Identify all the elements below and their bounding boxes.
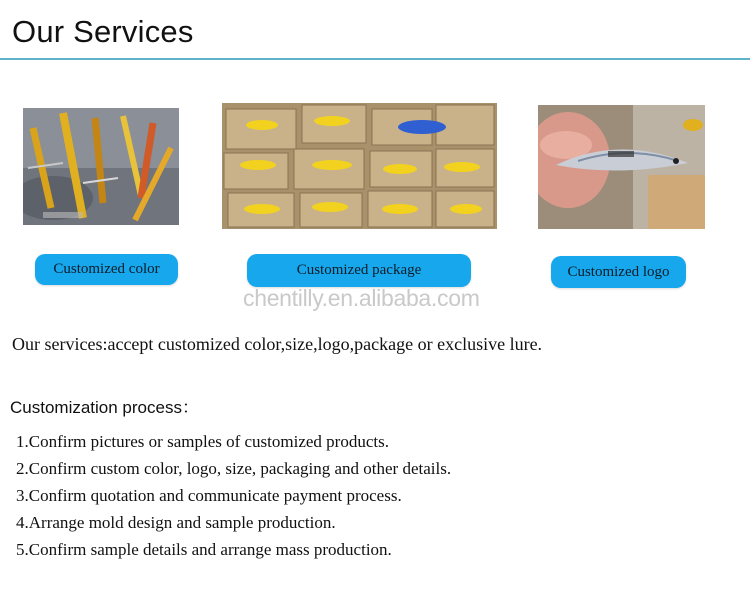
process-steps xyxy=(16,431,451,566)
page-title: Our Services xyxy=(12,14,194,49)
services-description: Our services:accept customized color,size,logo,package or exclusive lure. xyxy=(12,334,543,354)
lures-package-photo xyxy=(222,103,497,229)
process-heading: Customization process： xyxy=(10,398,199,417)
process-step: 4.Arrange mold design and sample production. xyxy=(16,513,336,532)
process-step: 3.Confirm quotation and communicate payment process. xyxy=(16,486,402,505)
customized-package-button[interactable]: Customized package xyxy=(247,254,471,287)
watermark: chentilly.en.alibaba.com xyxy=(243,285,480,311)
header-divider xyxy=(0,58,750,60)
lure-logo-photo xyxy=(538,105,705,229)
process-step: 1.Confirm pictures or samples of customized products. xyxy=(16,432,389,451)
lures-color-photo xyxy=(23,108,179,225)
process-step: 5.Confirm sample details and arrange mass production. xyxy=(16,540,392,559)
customized-color-button[interactable]: Customized color xyxy=(35,254,178,285)
process-step: 2.Confirm custom color, logo, size, packaging and other details. xyxy=(16,459,452,478)
customized-logo-button[interactable]: Customized logo xyxy=(551,256,686,288)
